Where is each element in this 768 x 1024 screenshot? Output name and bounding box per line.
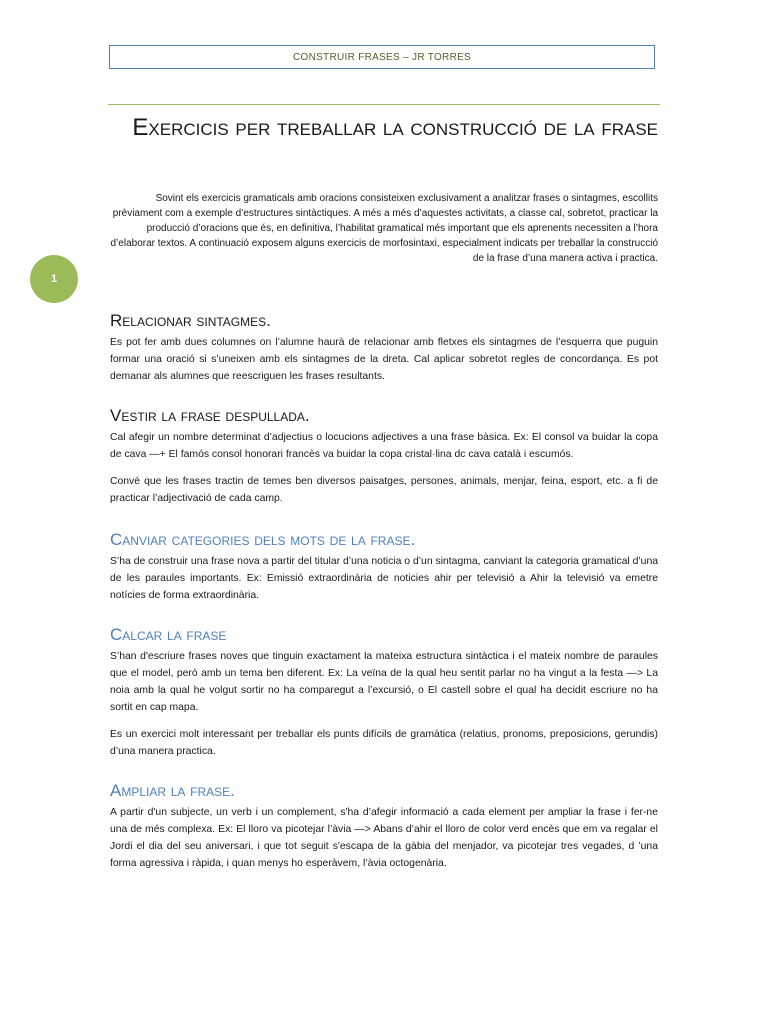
section-paragraph: S’han d'escriure frases noves que tinguin exactament la mateixa estructura sintàctica i el mateix nombre de paraules que el model, però amb un tema ben diferent. Ex: La veïna de la qual heu sentit parlar no ha vingut a la festa —> La noia amb la qual he volgut sortir no ha comparegut a l’excursió, o El castell sobre el qual ha decidit escriure no ha sortit en cap mapa. [110, 651, 658, 713]
section-paragraph: Es un exercici molt interessant per treballar els punts difícils de gramàtica (relatius, pronoms, preposicions, gerundis) d’una manera practica. [110, 729, 658, 757]
section-heading: Calcar la frase [110, 625, 227, 644]
section-paragraph: Es pot fer amb dues columnes on l’alumne haurà de relacionar amb fletxes els sintagmes de l’esquerra que puguin formar una oració si s’uneixen amb els sintagmes de la dreta. Cal aplicar sobretot regles de concordança. Es pot demanar als alumnes que reescriguen les frases resultants. [110, 337, 658, 382]
section-paragraph: Convé que les frases tractin de temes ben diversos paisatges, persones, animals, menjar, feina, esport, etc. a fi de practicar l’adjectivació de cada camp. [110, 476, 658, 504]
intro-paragraph: Sovint els exercicis gramaticals amb oracions consisteixen exclusivament a analitzar frases o sintagmes, escollits prèviament com a exemple d’estructures sintàctiques. A més a més d’aquestes activitats, a classe cal, sobretot, practicar la producció d’oracions que és, en definitiva, l’habilitat gramatical més important que els aprenents necessiten a l’hora d’elaborar textos. A continuació exposem alguns exercicis de morfosintaxi, especialment indicats per treballar la construcció de la frase d’una manera activa i practica. [110, 193, 658, 264]
section-canviar-categories [110, 527, 658, 604]
section-vestir-frase [110, 403, 658, 507]
section-heading: Ampliar la frase. [110, 781, 235, 800]
section-paragraph: S’ha de construir una frase nova a partir del titular d’una noticia o d’un sintagma, canviant la categoria gramatical d’una de les paraules importants. Ex: Emissió extraordinària de noticies ahir per televisió a Ahir la televisió va emetre notícies de forma extraordinària. [110, 556, 658, 601]
page-number-badge [30, 255, 78, 303]
section-heading: Vestir la frase despullada. [110, 406, 310, 425]
page-title: Exercicis per treballar la construcció de la frase [132, 114, 658, 141]
running-header [109, 45, 655, 69]
page-number: 1 [50, 273, 58, 285]
section-ampliar-frase [110, 778, 658, 872]
running-header-text: CONSTRUIR FRASES – JR TORRES [292, 51, 472, 63]
title-divider [108, 104, 660, 105]
section-calcar-frase [110, 622, 658, 760]
section-relacionar-sintagmes [110, 308, 658, 385]
section-paragraph: Cal afegir un nombre determinat d’adjectius o locucions adjectives a una frase bàsica. Ex: El consol va buidar la copa de cava —+ El famós consol honorari francès va buidar la copa cristal·lina dc cava català i escumós. [110, 432, 658, 460]
section-paragraph: A partir d'un subjecte, un verb i un complement, s'ha d’afegir informació a cada element per ampliar la frase i fer-ne una de més complexa. Ex: El lloro va picotejar l’àvia —> Abans d’ahir el lloro de color verd encès que em va regalar el Jordi el dia del seu aniversari, i que tot seguit s'escapa de la gàbia del menjador, va picotejar tres vegades, d ’una forma agressiva i ràpida, i quan menys ho esperàvem, l’àvia octogenària. [110, 807, 658, 869]
main-content [110, 308, 658, 882]
section-heading: Relacionar sintagmes. [110, 311, 271, 330]
section-heading: Canviar categories dels mots de la frase. [110, 530, 416, 549]
